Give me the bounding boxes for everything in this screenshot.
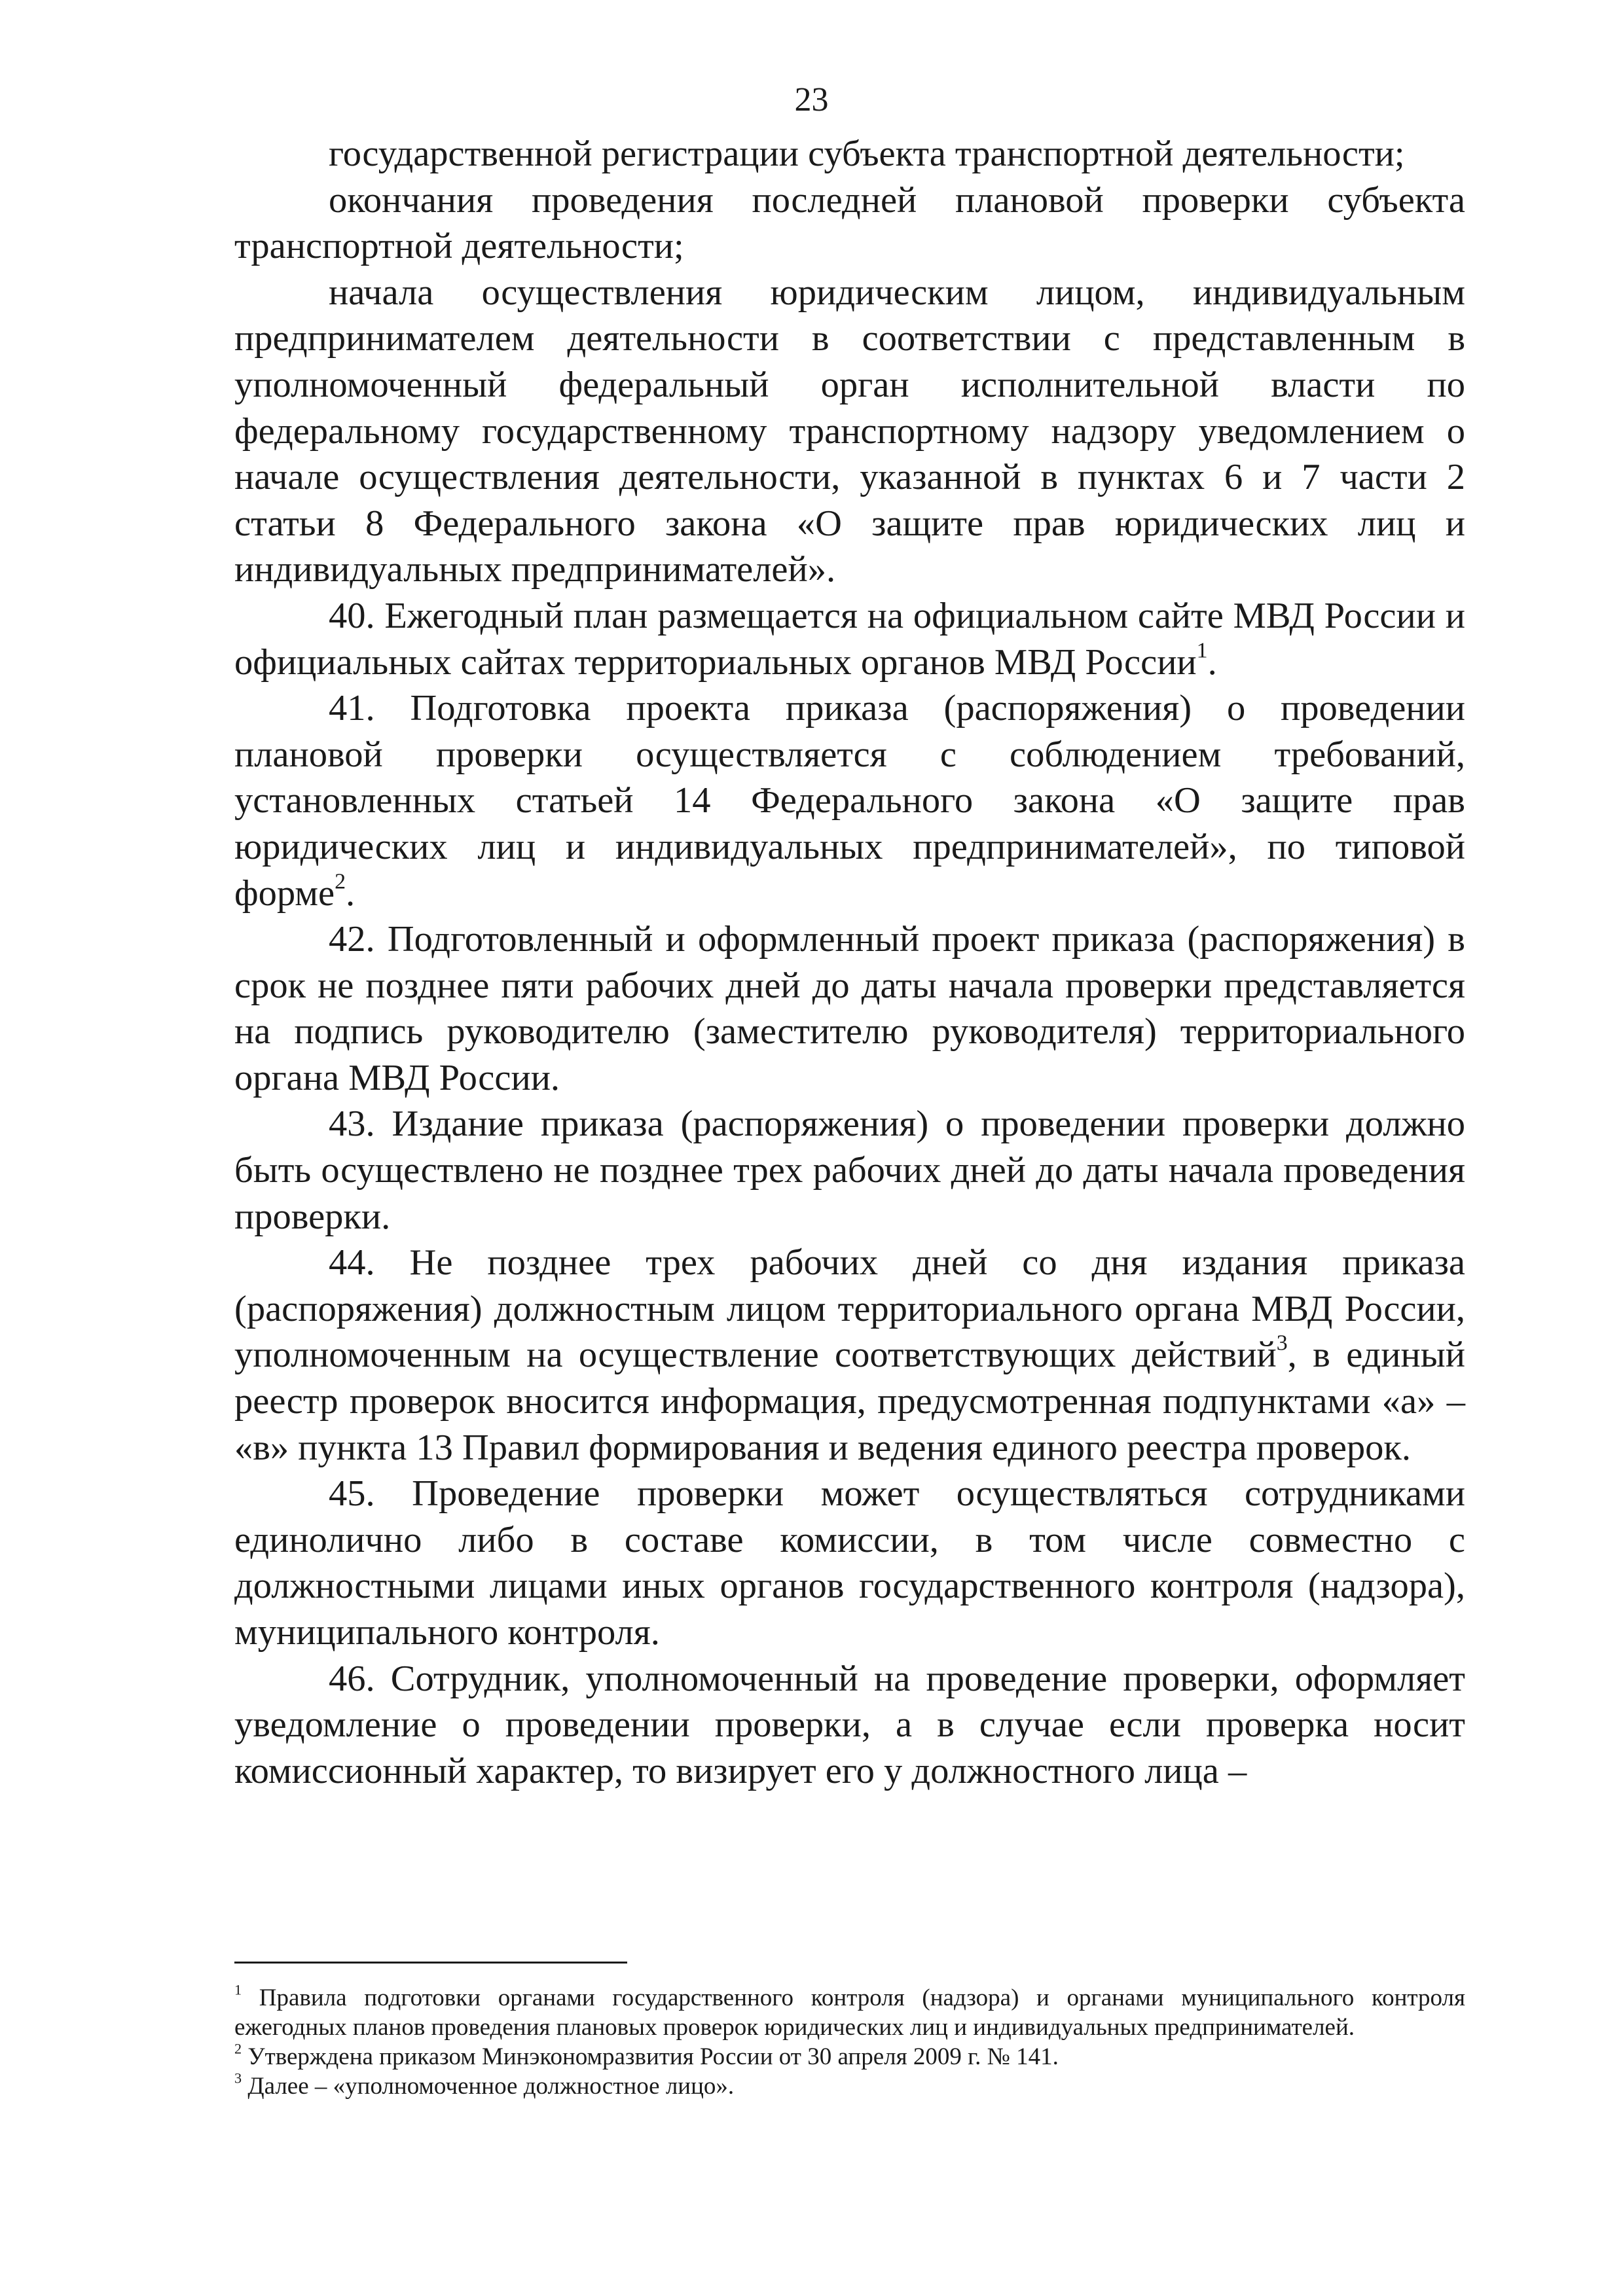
footnote-separator [234,1962,627,1964]
paragraph-45 [234,1471,1465,1655]
footnote-reference-1: 1 [1196,638,1208,663]
paragraph-text: 40. Ежегодный план размещается на официальном сайте МВД России и официальных сайтах территориальных органов МВД России [234,595,1465,683]
paragraph-text: . [346,872,356,914]
paragraph-text: 44. Не позднее трех рабочих дней со дня издания приказа (распоряжения) должностным лицом территориального органа МВД России, уполномоченным на осуществление соответствующих действий [234,1242,1465,1376]
paragraph-text: , в единый реестр проверок вносится информация, предусмотренная подпунктами «а» – «в» пункта 13 Правил формирования и ведения единого реестра проверок. [234,1335,1465,1468]
paragraph-text: 46. Сотрудник, уполномоченный на проведение проверки, оформляет уведомление о проведении проверки, а в случае если проверка носит комиссионный характер, то визирует его у должностного лица – [234,1658,1465,1791]
footnotes [234,1983,1465,2101]
paragraph-41 [234,685,1465,916]
footnote-reference-3: 3 [1276,1331,1288,1356]
paragraph-44 [234,1240,1465,1471]
footnote-mark: 2 [234,2040,242,2057]
paragraph-40 [234,593,1465,685]
paragraph-text: окончания проведения последней плановой проверки субъекта транспортной деятельности; [234,179,1465,267]
footnote-reference-2: 2 [335,869,346,894]
footnote-text: Далее – «уполномоченное должностное лицо». [247,2073,735,2100]
paragraph-registration [234,131,1465,177]
footnote-1 [234,1983,1465,2042]
paragraph-text: 41. Подготовка проекта приказа (распоряжения) о проведении плановой проверки осуществляется с соблюдением требований, установленных статьей 14 Федерального закона «О защите прав юридических лиц и индивидуальных предпринимателей», по типовой форме [234,688,1465,914]
footnote-2 [234,2042,1465,2072]
paragraph-42 [234,916,1465,1101]
paragraph-last-inspection [234,177,1465,270]
paragraph-46 [234,1656,1465,1795]
paragraph-43 [234,1101,1465,1240]
paragraph-text: 43. Издание приказа (распоряжения) о проведении проверки должно быть осуществлено не позднее трех рабочих дней до даты начала проведения проверки. [234,1103,1465,1237]
page-number: 23 [794,81,829,118]
footnote-text: Утверждена приказом Минэкономразвития России от 30 апреля 2009 г. № 141. [247,2043,1059,2070]
paragraph-text: 45. Проведение проверки может осуществляться сотрудниками единолично либо в составе комиссии, в том числе совместно с должностными лицами иных органов государственного контроля (надзора), муниципального контроля. [234,1473,1465,1653]
paragraph-text: начала осуществления юридическим лицом, индивидуальным предпринимателем деятельности в соответствии с представленным в уполномоченный федеральный орган исполнительной власти по федеральному государственному транспортному надзору уведомлением о начале осуществления деятельности, указанной в пунктах 6 и 7 части 2 статьи 8 Федерального закона «О защите прав юридических лиц и индивидуальных предпринимателей». [234,272,1465,590]
paragraph-text: 42. Подготовленный и оформленный проект приказа (распоряжения) в срок не позднее пяти рабочих дней до даты начала проверки представляется на подпись руководителю (заместителю руководителя) территориального органа МВД России. [234,919,1465,1098]
footnote-3 [234,2072,1465,2101]
paragraph-text: государственной регистрации субъекта транспортной деятельности; [329,134,1405,174]
paragraph-text: . [1207,641,1217,683]
footnote-mark: 1 [234,1981,242,1998]
footnote-mark: 3 [234,2070,242,2087]
body-text [234,131,1465,1794]
paragraph-activity-start [234,270,1465,593]
footnote-text: Правила подготовки органами государственного контроля (надзора) и органами муниципального контроля ежегодных планов проведения плановых проверок юридических лиц и индивидуальных предпринимателей. [234,1984,1465,2041]
